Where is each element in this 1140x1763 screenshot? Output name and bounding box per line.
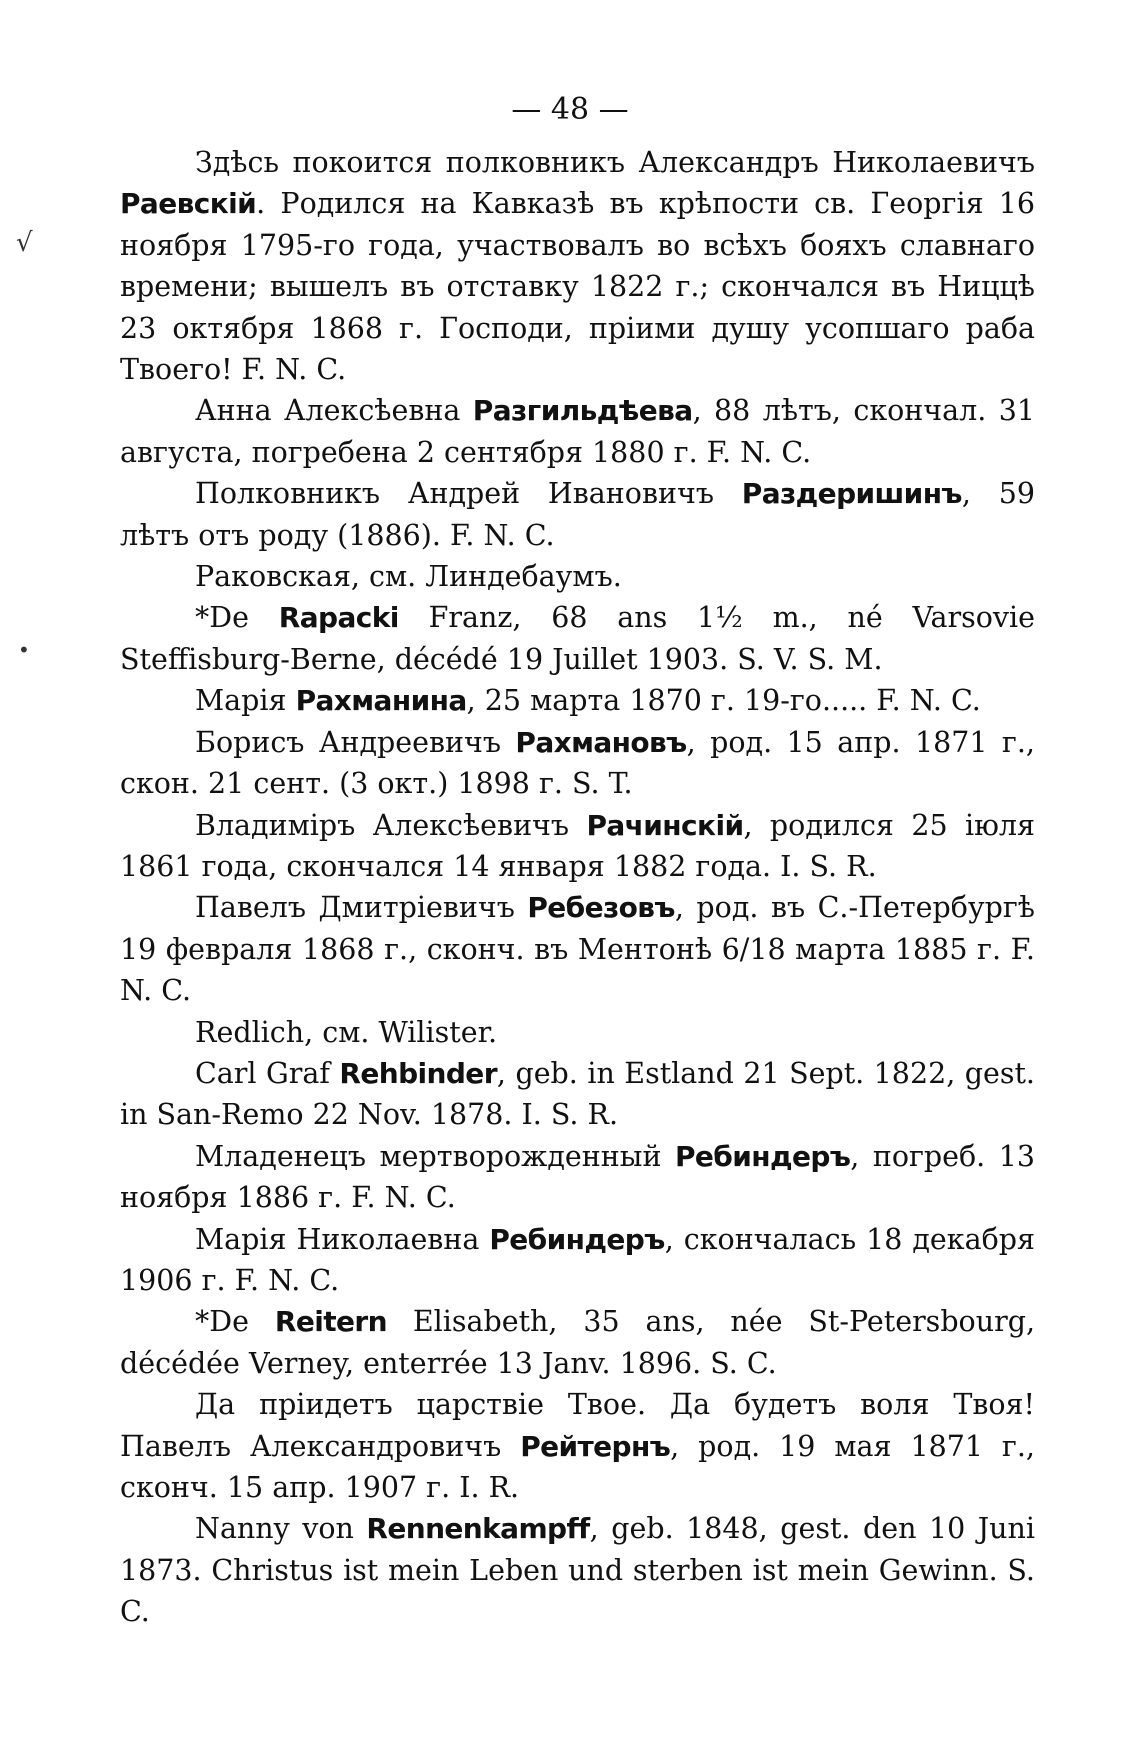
entry-rebinder-infant: Младенецъ мертворожденный Ребиндеръ, погреб. 13 ноября 1886 г. F. N. C. (120, 1139, 1035, 1215)
entry-redlich-reference: Redlich, см. Wilister. (195, 1015, 498, 1049)
entry-rakhmanina: Марія Рахманина, 25 марта 1870 г. 19-го..... F. N. C. (195, 684, 981, 718)
entry-razderishin: Полковникъ Андрей Ивановичъ Раздеришинъ, 59 лѣтъ отъ роду (1886). F. N. C. (120, 477, 1036, 552)
entry-rachinsky: Владиміръ Алексѣевичъ Рачинскій, родился 25 іюля 1861 года, скончался 14 января 1882 года. I. S. R. (120, 808, 1035, 883)
entry-rebinder-maria: Марія Николаевна Ребиндеръ, скончалась 18 декабря 1906 г. F. N. C. (120, 1222, 1035, 1297)
entry-raevsky: Здѣсь покоится полковникъ Александръ Николаевичъ Раевскій. Родился на Кавказѣ въ крѣпости св. Георгія 16 ноября 1795-го года, участвовалъ во всѣхъ бояхъ славнаго времени; вышелъ въ отставку 1822 г.; скончался въ Ниццѣ 23 октября 1868 г. Господи, пріими душу усопшаго раба Твоего! F. N. C. (120, 146, 1035, 387)
surname: Rapacki (278, 601, 399, 635)
page-number: — 48 — (511, 92, 629, 127)
surname: Ребиндеръ (489, 1222, 665, 1256)
entry-rakhmanov: Борисъ Андреевичъ Рахмановъ, род. 15 апр. 1871 г., скон. 21 сент. (3 окт.) 1898 г. S. T. (120, 725, 1035, 801)
surname: Rehbinder (339, 1056, 497, 1090)
obituary-text-body (120, 142, 1035, 1633)
entry-rebezov: Павелъ Дмитріевичъ Ребезовъ, род. въ С.-Петербургѣ 19 февраля 1868 г., сконч. въ Ментонѣ 6/18 марта 1885 г. F. N. C. (120, 891, 1035, 1008)
entry-rakovskaya-reference: Раковская, см. Линдебаумъ. (195, 560, 622, 594)
entry-razgildeeva: Анна Алексѣевна Разгильдѣева, 88 лѣтъ, скончал. 31 августа, погребена 2 сентября 1880 г. F. N. C. (120, 394, 1035, 469)
margin-check-mark: √ (16, 228, 33, 258)
entry-reitern-elisabeth: *De Reitern Elisabeth, 35 ans, née St-Petersbourg, décédée Verney, enterrée 13 Janv. 1896. S. C. (120, 1305, 1035, 1380)
surname: Ребезовъ (527, 891, 675, 925)
surname: Рахманина (295, 684, 467, 718)
entry-rehbinder-carl: Carl Graf Rehbinder, geb. in Estland 21 Sept. 1822, gest. in San-Remo 22 Nov. 1878. I. S. R. (120, 1056, 1035, 1132)
surname: Rennenkampff (366, 1512, 590, 1546)
surname: Рахмановъ (515, 725, 687, 759)
margin-dot-mark: • (18, 638, 30, 662)
surname: Ребиндеръ (674, 1139, 851, 1173)
surname: Рейтернъ (520, 1429, 671, 1463)
surname: Раздеришинъ (741, 477, 962, 511)
surname: Раевскій (120, 187, 257, 221)
entry-reitern-pavel: Да пріидетъ царствіе Твое. Да будетъ воля Твоя! Павелъ Александровичъ Рейтернъ, род. 19 мая 1871 г., сконч. 15 апр. 1907 г. I. R. (120, 1388, 1035, 1504)
surname: Рачинскій (586, 808, 744, 842)
entry-rennenkampff: Nanny von Rennenkampff, geb. 1848, gest. den 10 Juni 1873. Christus ist mein Leben und sterben ist mein Gewinn. S. C. (120, 1512, 1035, 1629)
entry-rapacki: *De Rapacki Franz, 68 ans 1½ m., né Varsovie Steffisburg-Berne, décédé 19 Juillet 1903. S. V. S. M. (120, 601, 1035, 676)
surname: Разгильдѣева (472, 394, 693, 428)
surname: Reitern (274, 1305, 387, 1339)
